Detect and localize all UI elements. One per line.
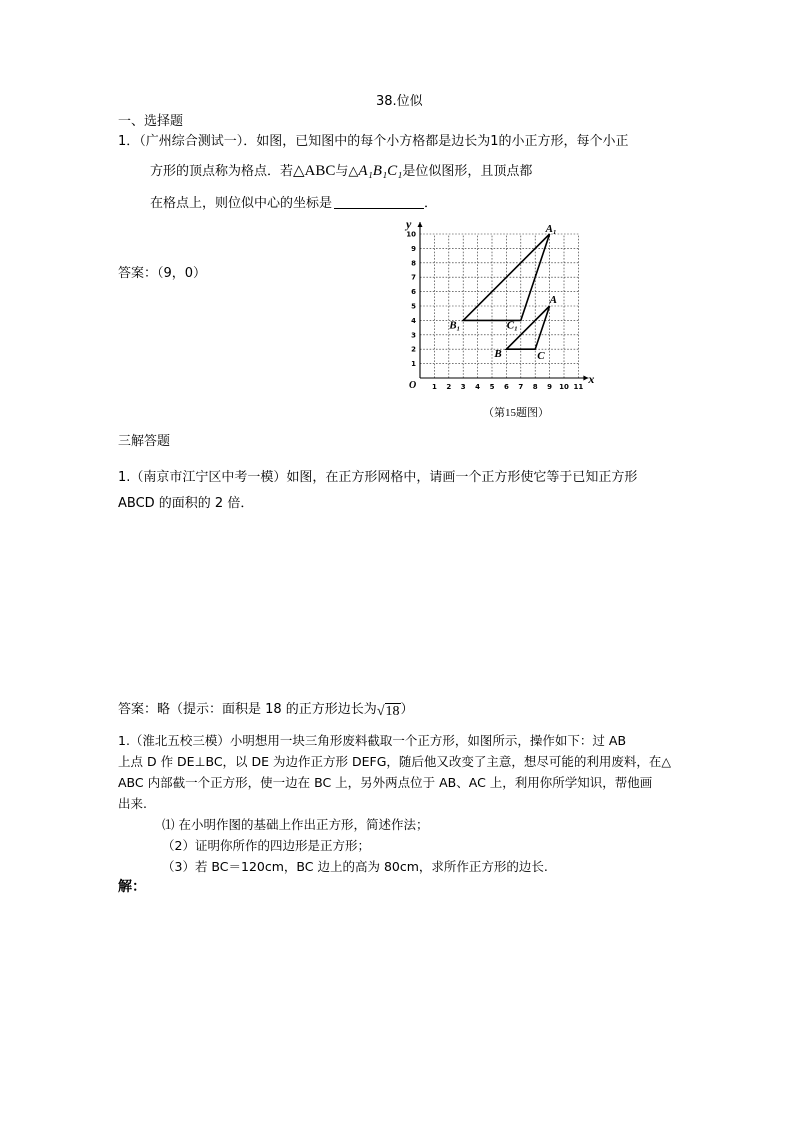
x-tick-label: 3 <box>460 383 466 391</box>
q3-solution-label: 解： <box>118 879 146 895</box>
x-axis-label: x <box>588 372 595 386</box>
q3-subquestion-3: （3）若 BC＝120cm，BC 边上的高为 80cm，求所作正方形的边长. <box>162 859 548 874</box>
y-tick-label: 10 <box>406 230 416 239</box>
q1-line2-text-c: 是位似图形，且顶点都 <box>402 164 533 179</box>
x-tick-label: 7 <box>518 383 524 391</box>
q3-line3: ABC 内部截一个正方形，使一边在 BC 上，另外两点位于 AB、AC 上，利用你所学知识，帮他画 <box>118 775 653 790</box>
section-heading-solve: 三解答题 <box>118 434 171 449</box>
origin-label: O <box>409 380 417 391</box>
square-root-radicand: 18 <box>385 704 400 719</box>
x-tick-label: 2 <box>446 383 452 391</box>
q1-line3-text-b: ． <box>424 196 438 211</box>
y-tick-label: 4 <box>411 316 416 325</box>
figure-group <box>404 217 594 391</box>
y-axis-label: y <box>406 217 412 231</box>
q1-triangle-a1b1c1: A₁B₁C₁ <box>358 163 403 179</box>
q3-subquestion-1: ⑴ 在小明作图的基础上作出正方形，简述作法； <box>162 817 429 832</box>
coordinate-grid-figure <box>396 212 596 392</box>
q1-line1: 1．（广州综合测试一）．如图，已知图中的每个小方格都是边长为1的小正方形，每个小正 <box>118 134 629 149</box>
x-tick-label: 4 <box>475 383 481 391</box>
vertex-label: A₁ <box>545 223 557 235</box>
x-tick-label: 9 <box>547 383 553 391</box>
vertex-label: C <box>537 350 545 363</box>
square-root-18: √18 <box>376 704 400 719</box>
y-tick-label: 3 <box>411 331 416 340</box>
q3-line1: 1.（淮北五校三模）小明想用一块三角形废料截取一个正方形，如图所示，操作如下：过 AB <box>118 733 627 748</box>
q3-line4: 出来. <box>118 796 147 811</box>
vertex-label: C₁ <box>506 319 518 332</box>
y-tick-label: 9 <box>411 244 416 253</box>
x-tick-label: 1 <box>431 383 437 391</box>
q1-tri2-prefix: △ <box>348 164 359 179</box>
y-tick-label: 2 <box>411 345 416 354</box>
vertex-label: A <box>549 294 557 306</box>
q2-line1: 1.（南京市江宁区中考一模）如图，在正方形网格中，请画一个正方形使它等于已知正方形 <box>118 470 638 485</box>
figure-caption: （第15题图） <box>483 407 549 419</box>
q1-line3-text-a: 在格点上，则位似中心的坐标是 <box>150 196 333 211</box>
q1-triangle-abc <box>293 163 335 179</box>
y-tick-label: 8 <box>411 259 416 268</box>
answer-blank[interactable] <box>334 195 424 209</box>
y-tick-label: 7 <box>411 273 416 282</box>
q3-line2: 上点 D 作 DE⊥BC，以 DE 为边作正方形 DEFG，随后他又改变了主意，想尽可能的利用废料，在△ <box>118 754 671 769</box>
q3-subquestion-2: （2）证明你所作的四边形是正方形； <box>162 838 370 853</box>
q2-answer-text-a: 答案：略（提示：面积是 18 的正方形边长为 <box>118 702 377 717</box>
q2-answer-text-b: ） <box>400 702 414 717</box>
x-tick-label: 10 <box>559 383 569 391</box>
q2-answer <box>118 698 414 720</box>
q2-line2: ABCD 的面积的 2 倍． <box>118 496 254 511</box>
y-tick-label: 1 <box>411 360 416 369</box>
y-axis-arrow <box>418 222 423 227</box>
x-tick-label: 11 <box>573 383 584 391</box>
q1-line2-text-a: 方形的顶点称为格点．若 <box>150 164 294 179</box>
x-tick-label: 6 <box>503 383 509 391</box>
y-tick-label: 6 <box>411 288 416 297</box>
vertex-label: B <box>494 348 502 361</box>
q1-answer: 答案：（9，0） <box>118 266 207 281</box>
section-heading-choice: 一、选择题 <box>118 114 184 129</box>
x-tick-label: 5 <box>489 383 495 391</box>
q1-tri1-text: △ABC <box>293 163 336 179</box>
y-tick-label: 5 <box>411 302 416 311</box>
page-title: 38.位似 <box>376 94 423 109</box>
x-tick-label: 8 <box>532 383 538 391</box>
q1-line3 <box>150 192 437 211</box>
vertex-label: B₁ <box>449 319 461 332</box>
q1-line2 <box>150 160 532 180</box>
q1-line2-text-b: 与 <box>335 164 349 179</box>
